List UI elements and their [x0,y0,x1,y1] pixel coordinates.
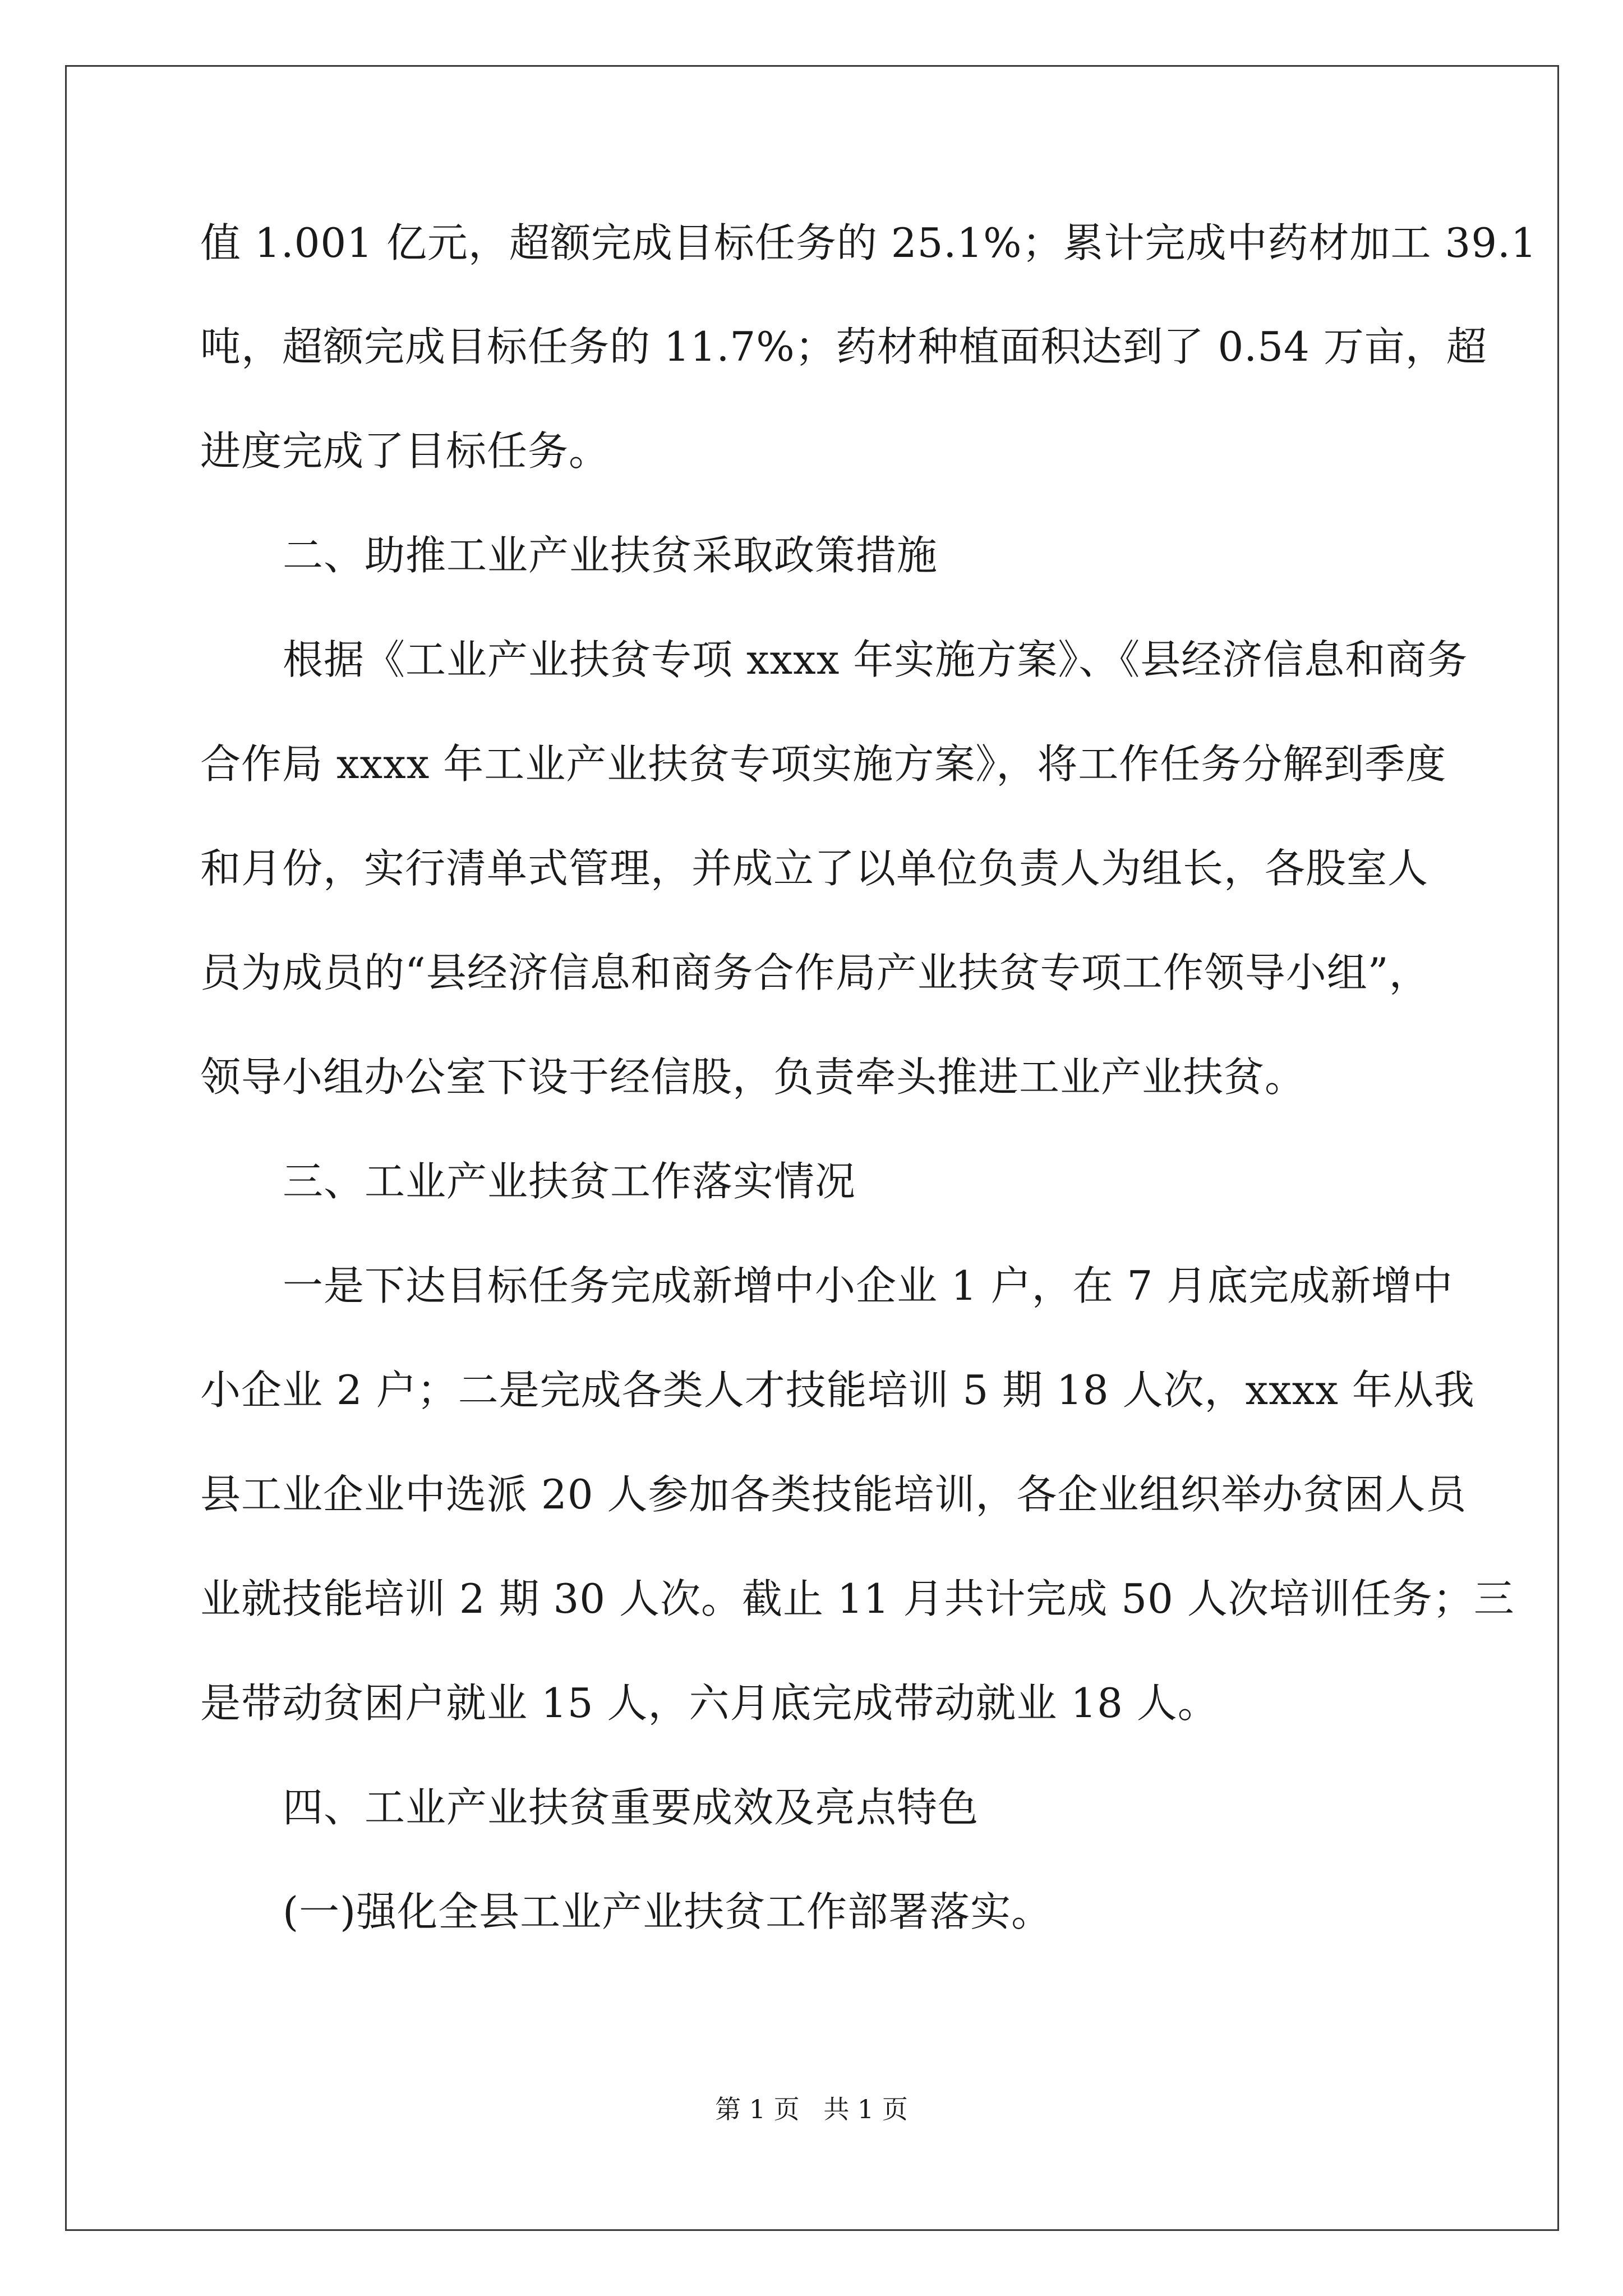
body-line: 是带动贫困户就业 15 人，六月底完成带动就业 18 人。 [200,1680,1219,1727]
section-heading: 二、助推工业产业扶贫采取政策措施 [283,532,938,579]
body-line: 进度完成了目标任务。 [200,427,610,475]
subsection-heading: (一)强化全县工业产业扶贫工作部署落实。 [283,1888,1053,1935]
body-line: 和月份，实行清单式管理，并成立了以单位负责人为组长，各股室人 [200,845,1429,892]
section-heading: 四、工业产业扶贫重要成效及亮点特色 [283,1784,979,1831]
body-line: 值 1.001 亿元，超额完成目标任务的 25.1%；累计完成中药材加工 39.1 [200,219,1537,266]
paragraph-first-line: 根据《工业产业扶贫专项 xxxx 年实施方案》、《县经济信息和商务 [283,636,1468,683]
body-line: 业就技能培训 2 期 30 人次。截止 11 月共计完成 50 人次培训任务；三 [200,1575,1515,1622]
body-line: 合作局 xxxx 年工业产业扶贫专项实施方案》，将工作任务分解到季度 [200,740,1447,788]
body-line: 领导小组办公室下设于经信股，负责牵头推进工业产业扶贫。 [200,1053,1306,1101]
body-line: 员为成员的“县经济信息和商务合作局产业扶贫专项工作领导小组”， [200,949,1430,996]
page-footer [0,2092,1623,2126]
page-total: 共 1 页 [823,2094,908,2124]
body-line: 吨，超额完成目标任务的 11.7%；药材种植面积达到了 0.54 万亩，超 [200,323,1487,370]
body-line: 小企业 2 户；二是完成各类人才技能培训 5 期 18 人次，xxxx 年从我 [200,1366,1475,1414]
body-line: 县工业企业中选派 20 人参加各类技能培训，各企业组织举办贫困人员 [200,1471,1467,1518]
paragraph-first-line: 一是下达目标任务完成新增中小企业 1 户，在 7 月底完成新增中 [283,1262,1454,1309]
section-heading: 三、工业产业扶贫工作落实情况 [283,1158,856,1205]
page-number: 第 1 页 [715,2094,800,2124]
